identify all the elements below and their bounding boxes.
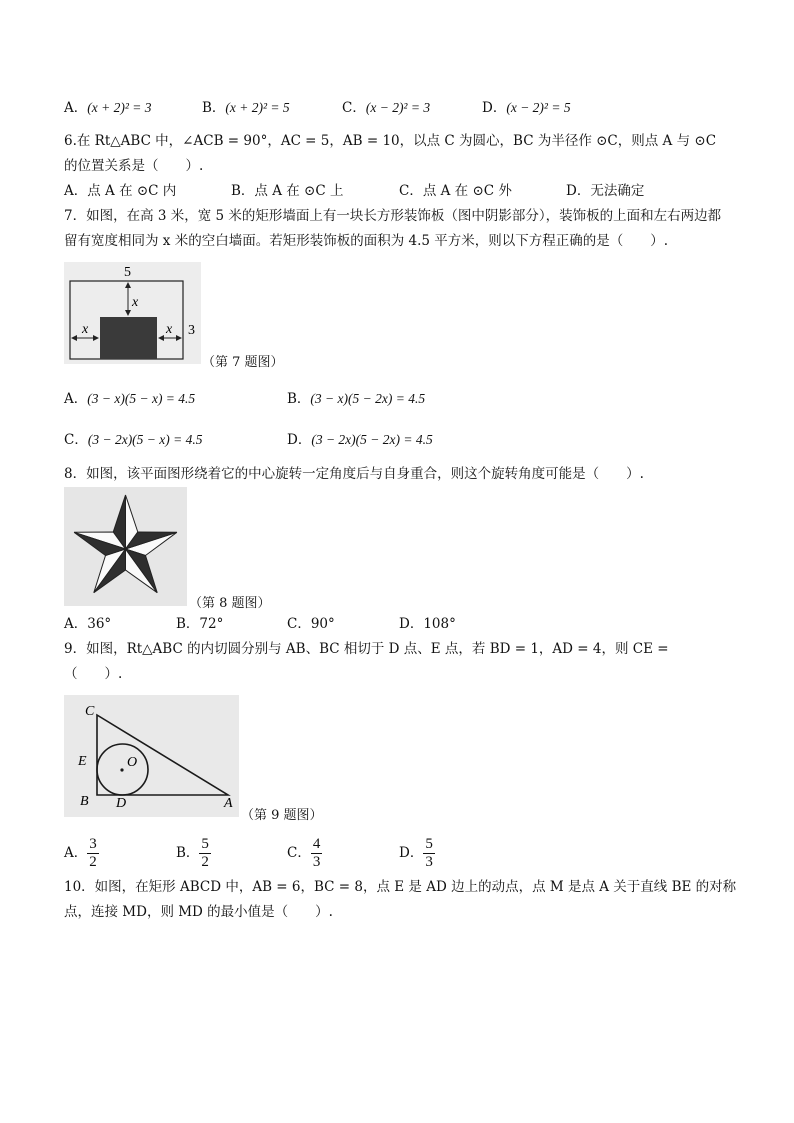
incircle-diagram bbox=[64, 695, 239, 817]
denominator: 2 bbox=[201, 854, 209, 870]
q9-stem-line2: （ ）. bbox=[64, 666, 123, 682]
q7-height-label: 3 bbox=[188, 323, 195, 338]
q7-stem-line2: 留有宽度相同为 x 米的空白墙面。若矩形装饰板的面积为 4.5 平方米，则以下方程正确的是（ ）. bbox=[64, 233, 669, 249]
q10-stem-line1: 10．如图，在矩形 ABCD 中，AB = 6，BC = 8，点 E 是 AD 边上的动点，点 M 是点 A 关于直线 BE 的对称 bbox=[64, 879, 737, 895]
denominator: 3 bbox=[425, 854, 433, 870]
q9-stem-line1: 9．如图，Rt△ABC 的内切圆分别与 AB、BC 相切于 D 点、E 点，若 BD = 1，AD = 4，则 CE = bbox=[64, 641, 669, 657]
point-e-label: E bbox=[78, 754, 87, 769]
denominator: 3 bbox=[312, 854, 321, 870]
q7-figure bbox=[64, 262, 201, 364]
option-expr: (3 − 2x)(5 − 2x) = 4.5 bbox=[311, 432, 433, 447]
q9-option-b bbox=[176, 834, 211, 872]
option-label: B． bbox=[202, 100, 226, 116]
option-label: A． bbox=[64, 100, 88, 116]
option-label: C． bbox=[287, 845, 311, 861]
q8-figure bbox=[64, 487, 187, 606]
q9-option-c bbox=[287, 834, 322, 872]
q9-option-a bbox=[64, 834, 99, 872]
fraction bbox=[87, 836, 99, 871]
q7-diagram bbox=[64, 262, 201, 364]
option-label: C． bbox=[64, 432, 88, 448]
q5-option-c bbox=[342, 98, 430, 118]
point-d-label: D bbox=[116, 796, 127, 811]
point-o-label: O bbox=[127, 755, 138, 770]
numerator: 3 bbox=[89, 836, 97, 852]
star-diagram bbox=[64, 487, 187, 606]
option-expr: (x + 2)² = 3 bbox=[87, 100, 152, 115]
q7-x-label-top: x bbox=[132, 295, 139, 310]
point-a-label: A bbox=[224, 796, 233, 811]
q7-option-b bbox=[287, 389, 425, 409]
option-label: D． bbox=[482, 100, 507, 116]
q7-option-d bbox=[287, 430, 433, 450]
q5-option-d bbox=[482, 98, 571, 118]
option-label: D． bbox=[399, 845, 424, 861]
q7-x-label-right: x bbox=[166, 322, 173, 337]
q5-option-a bbox=[64, 98, 152, 118]
option-label: A． bbox=[64, 391, 88, 407]
q6-option-a: A．点 A 在 ⊙C 内 bbox=[64, 183, 177, 199]
option-expr: (3 − 2x)(5 − x) = 4.5 bbox=[87, 432, 203, 447]
q6-stem-line2: 的位置关系是（ ）. bbox=[64, 158, 204, 174]
q7-option-a bbox=[64, 389, 195, 409]
q9-figure bbox=[64, 695, 239, 817]
numerator: 5 bbox=[201, 836, 209, 852]
q9-option-d bbox=[399, 834, 435, 872]
numerator: 5 bbox=[425, 836, 433, 852]
numerator: 4 bbox=[312, 836, 321, 852]
fraction bbox=[199, 836, 211, 871]
option-expr: (3 − x)(5 − x) = 4.5 bbox=[87, 391, 196, 406]
option-label: B． bbox=[176, 845, 200, 861]
q6-option-d: D．无法确定 bbox=[566, 183, 645, 199]
q7-x-label-left: x bbox=[82, 322, 89, 337]
q9-caption: （第 9 题图） bbox=[241, 808, 323, 823]
q7-stem-line1: 7．如图，在高 3 米，宽 5 米的矩形墙面上有一块长方形装饰板（图中阴影部分），装饰板的上面和左右两边都 bbox=[64, 208, 722, 224]
q5-option-b bbox=[202, 98, 290, 118]
q7-width-label: 5 bbox=[124, 265, 131, 280]
point-b-label: B bbox=[80, 794, 89, 809]
q8-caption: （第 8 题图） bbox=[189, 596, 271, 611]
q7-caption: （第 7 题图） bbox=[202, 355, 284, 370]
option-expr: (x − 2)² = 5 bbox=[506, 100, 571, 115]
q6-stem-line1: 6.在 Rt△ABC 中，∠ACB = 90°，AC = 5，AB = 10，以点 C 为圆心，BC 为半径作 ⊙C，则点 A 与 ⊙C bbox=[64, 133, 717, 149]
option-expr: (3 − x)(5 − 2x) = 4.5 bbox=[310, 391, 426, 406]
option-expr: (x + 2)² = 5 bbox=[225, 100, 290, 115]
option-expr: (x − 2)² = 3 bbox=[365, 100, 431, 115]
point-c-label: C bbox=[85, 704, 95, 719]
q8-option-a: A．36° bbox=[64, 616, 112, 632]
denominator: 2 bbox=[89, 854, 97, 870]
fraction bbox=[423, 836, 435, 871]
q6-option-b: B．点 A 在 ⊙C 上 bbox=[231, 183, 344, 199]
option-label: D． bbox=[287, 432, 312, 448]
q7-option-c bbox=[64, 430, 203, 450]
q6-option-c: C．点 A 在 ⊙C 外 bbox=[399, 183, 512, 199]
option-label: A． bbox=[64, 845, 88, 861]
option-label: C． bbox=[342, 100, 366, 116]
q8-option-d: D．108° bbox=[399, 616, 456, 632]
fraction bbox=[311, 836, 323, 871]
option-label: B． bbox=[287, 391, 311, 407]
q8-stem: 8．如图，该平面图形绕着它的中心旋转一定角度后与自身重合，则这个旋转角度可能是（ ）. bbox=[64, 466, 644, 482]
q8-option-c: C．90° bbox=[287, 616, 335, 632]
q10-stem-line2: 点，连接 MD，则 MD 的最小值是（ ）. bbox=[64, 904, 333, 920]
q8-option-b: B．72° bbox=[176, 616, 224, 632]
